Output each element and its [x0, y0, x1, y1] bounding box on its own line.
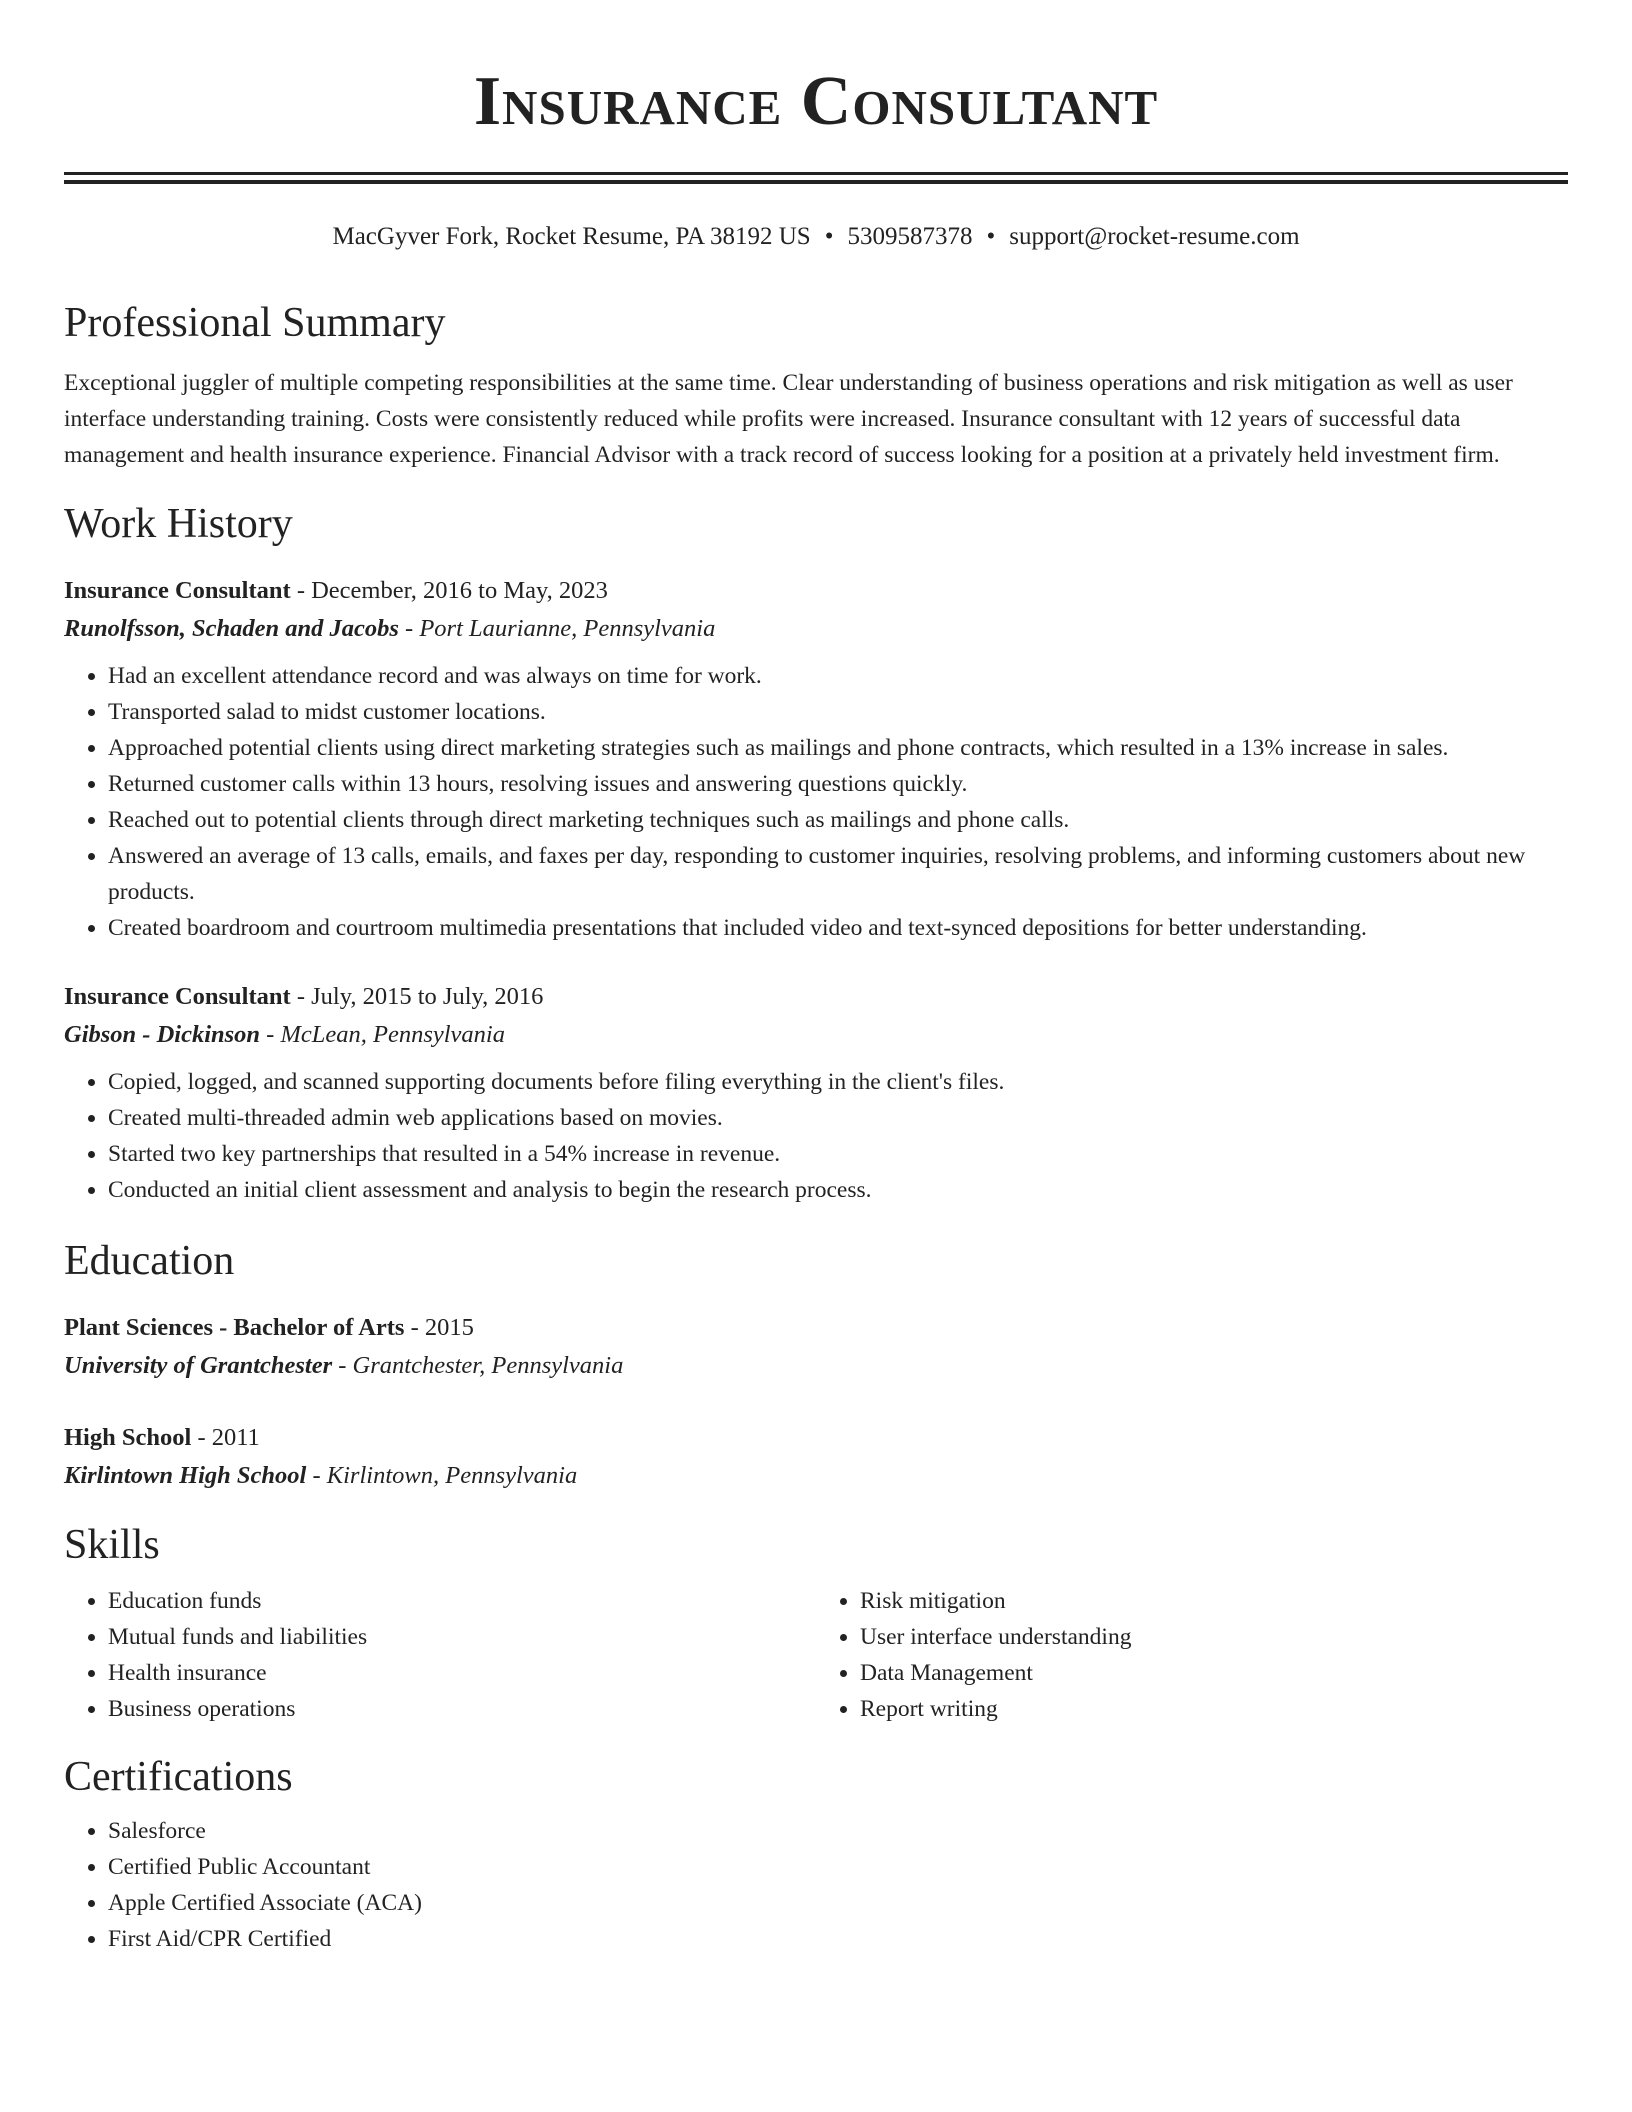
job-employer-line [64, 1016, 1568, 1054]
job-location: - Port Laurianne, Pennsylvania [398, 615, 716, 642]
list-item: • Answered an average of 13 calls, emails, and faxes per day, responding to customer inquiries, resolving problems, and informing customers about new products. [108, 838, 1568, 910]
skill-item: • Risk mitigation [860, 1583, 1568, 1619]
summary-heading: Professional Summary [64, 300, 446, 346]
education-degree-line [64, 1309, 1568, 1347]
contact-separator: • [824, 223, 834, 250]
skill-item: • Data Management [860, 1655, 1568, 1691]
certification-item: • Salesforce [108, 1813, 1568, 1849]
job-employer-line [64, 610, 1568, 648]
contact-email: support@rocket-resume.com [1009, 223, 1300, 250]
job-bullet-list [64, 658, 1568, 946]
job-entry [64, 978, 1568, 1208]
job-title-line [64, 572, 1568, 610]
title-divider [64, 172, 1568, 184]
education-school-line [64, 1457, 1568, 1495]
job-dates: - July, 2015 to July, 2016 [290, 983, 544, 1010]
resume-title: Insurance Consultant [473, 63, 1159, 140]
education-year: - 2015 [404, 1314, 474, 1341]
job-company: Gibson - Dickinson [64, 1021, 261, 1048]
list-item: • Copied, logged, and scanned supporting documents before filing everything in the client's files. [108, 1064, 1568, 1100]
contact-separator: • [986, 223, 996, 250]
education-school: Kirlintown High School [64, 1462, 307, 1489]
job-company: Runolfsson, Schaden and Jacobs [64, 615, 399, 642]
contact-address: MacGyver Fork, Rocket Resume, PA 38192 US [332, 223, 811, 250]
certifications-list [64, 1813, 1568, 1957]
contact-phone: 5309587378 [847, 223, 973, 250]
list-item: • Transported salad to midst customer locations. [108, 694, 1568, 730]
job-role: Insurance Consultant [64, 983, 291, 1010]
skill-item: • Mutual funds and liabilities [108, 1619, 816, 1655]
list-item: • Created boardroom and courtroom multimedia presentations that included video and text-synced depositions for better understanding. [108, 910, 1568, 946]
job-entry [64, 572, 1568, 946]
skill-item: • Business operations [108, 1691, 816, 1727]
education-degree: Plant Sciences - Bachelor of Arts [64, 1314, 405, 1341]
summary-text: Exceptional juggler of multiple competing responsibilities at the same time. Clear understanding of business operations and risk mitigation as well as user interface understanding training. Costs were consistently reduced while profits were increased. Insurance consultant with 12 years of successful data management and health insurance experience. Financial Advisor with a track record of success looking for a position at a privately held investment firm. [64, 370, 1513, 468]
education-location: - Grantchester, Pennsylvania [332, 1352, 624, 1379]
certification-item: • First Aid/CPR Certified [108, 1921, 1568, 1957]
education-degree: High School [64, 1424, 192, 1451]
education-entry [64, 1309, 1568, 1385]
education-degree-line [64, 1419, 1568, 1457]
list-item: • Had an excellent attendance record and was always on time for work. [108, 658, 1568, 694]
job-title-line [64, 978, 1568, 1016]
skills-grid [64, 1583, 1568, 1727]
list-item: • Started two key partnerships that resulted in a 54% increase in revenue. [108, 1136, 1568, 1172]
job-role: Insurance Consultant [64, 577, 291, 604]
education-heading: Education [64, 1238, 235, 1284]
education-year: - 2011 [191, 1424, 260, 1451]
job-location: - McLean, Pennsylvania [260, 1021, 505, 1048]
skills-list-left [64, 1583, 816, 1727]
list-item: • Created multi-threaded admin web applications based on movies. [108, 1100, 1568, 1136]
skill-item: • Report writing [860, 1691, 1568, 1727]
list-item: • Returned customer calls within 13 hours, resolving issues and answering questions quickly. [108, 766, 1568, 802]
education-entry [64, 1419, 1568, 1495]
skill-item: • Health insurance [108, 1655, 816, 1691]
skills-list-right [816, 1583, 1568, 1727]
work-history-heading: Work History [64, 501, 293, 547]
contact-line [64, 221, 1568, 253]
certification-item: • Apple Certified Associate (ACA) [108, 1885, 1568, 1921]
list-item: • Reached out to potential clients through direct marketing techniques such as mailings and phone calls. [108, 802, 1568, 838]
list-item: • Conducted an initial client assessment and analysis to begin the research process. [108, 1172, 1568, 1208]
skills-heading: Skills [64, 1522, 160, 1568]
education-location: - Kirlintown, Pennsylvania [306, 1462, 578, 1489]
job-dates: - December, 2016 to May, 2023 [290, 577, 608, 604]
skill-item: • User interface understanding [860, 1619, 1568, 1655]
certifications-heading: Certifications [64, 1754, 293, 1800]
list-item: • Approached potential clients using direct marketing strategies such as mailings and phone contracts, which resulted in a 13% increase in sales. [108, 730, 1568, 766]
skill-item: • Education funds [108, 1583, 816, 1619]
certification-item: • Certified Public Accountant [108, 1849, 1568, 1885]
education-school-line [64, 1347, 1568, 1385]
job-bullet-list [64, 1064, 1568, 1208]
education-school: University of Grantchester [64, 1352, 333, 1379]
